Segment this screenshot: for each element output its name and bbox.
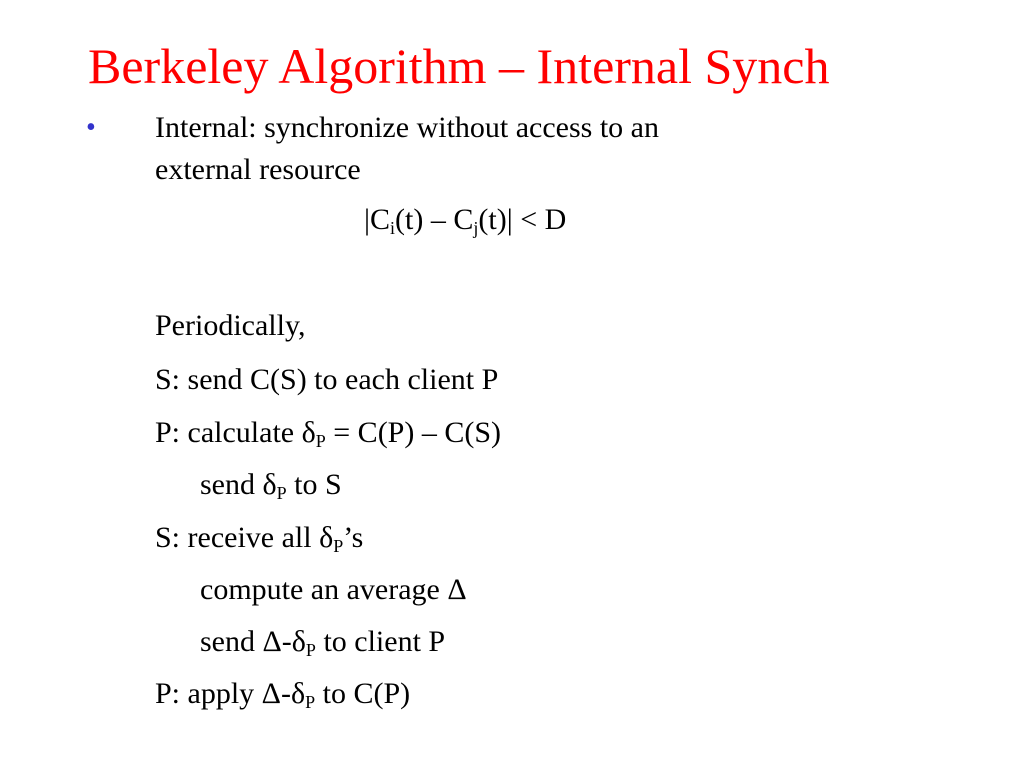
step-text: S: send C(S) to each client P bbox=[155, 363, 499, 396]
step-text: P: apply Δ-δ bbox=[155, 677, 306, 710]
formula-close: (t)| < D bbox=[478, 203, 567, 236]
step-text-after: = C(P) – C(S) bbox=[325, 416, 502, 449]
step-text: S: receive all δ bbox=[155, 521, 334, 554]
step-line bbox=[155, 518, 363, 558]
bullet-text-line-2: external resource bbox=[155, 153, 361, 186]
step-text: compute an average Δ bbox=[200, 573, 467, 606]
step-subscript: P bbox=[305, 692, 316, 712]
slide-title: Berkeley Algorithm – Internal Synch bbox=[88, 38, 830, 94]
step-text-after: ’s bbox=[343, 521, 364, 554]
step-subscript: P bbox=[276, 483, 287, 503]
step-line bbox=[155, 674, 410, 714]
step-subscript: P bbox=[333, 536, 344, 556]
step-text: send δ bbox=[200, 468, 277, 501]
step-text-after: to client P bbox=[315, 625, 446, 658]
step-text-after: to S bbox=[286, 468, 342, 501]
step-subscript: P bbox=[305, 640, 316, 660]
step-line bbox=[155, 413, 501, 453]
step-line bbox=[155, 306, 306, 346]
bullet-marker: • bbox=[86, 112, 96, 143]
step-line bbox=[200, 465, 342, 505]
formula bbox=[364, 200, 566, 240]
step-line bbox=[200, 570, 467, 610]
formula-open: |C bbox=[364, 203, 391, 236]
step-text-after: to C(P) bbox=[315, 677, 411, 710]
step-text: send Δ-δ bbox=[200, 625, 306, 658]
bullet-text-line-1: Internal: synchronize without access to an bbox=[155, 111, 659, 144]
formula-mid: (t) – C bbox=[395, 203, 474, 236]
step-text: P: calculate δ bbox=[155, 416, 316, 449]
step-line bbox=[155, 360, 498, 400]
step-subscript: P bbox=[315, 431, 326, 451]
formula-sub-i: i bbox=[390, 218, 396, 238]
formula-sub-j: j bbox=[473, 218, 479, 238]
step-line bbox=[200, 622, 445, 662]
step-text: Periodically, bbox=[155, 309, 306, 342]
